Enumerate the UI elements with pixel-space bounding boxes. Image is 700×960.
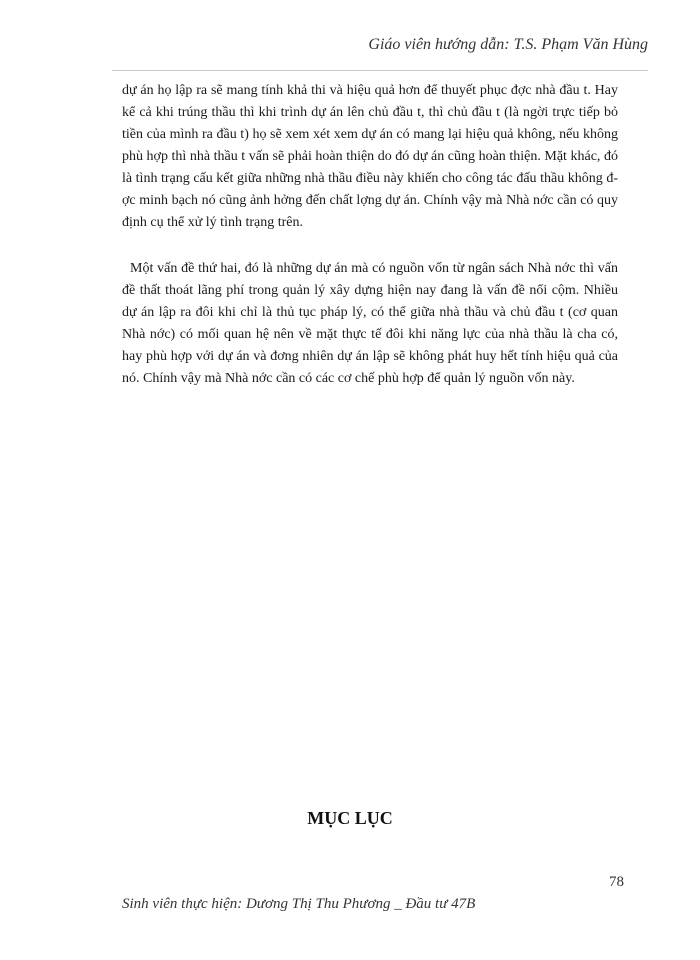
page-header: Giáo viên hướng dẫn: T.S. Phạm Văn Hùng (368, 36, 648, 53)
body-paragraph-2: Một vấn đề thứ hai, đó là những dự án mà có nguồn vốn từ ngân sách Nhà nớc thì vấn đề thất thoát lãng phí trong quản lý xây dựng hiện nay đang là vấn đề nổi cộm. Nhiều dự án lập ra đôi khi chỉ là thủ tục pháp lý, có thể giữa nhà thầu và chủ đầu t (cơ quan Nhà nớc) có mối quan hệ nên về mặt thực tế đôi khi năng lực của nhà thầu là cha có, hay phù hợp với dự án và đơng nhiên dự án lập sẽ không phát huy hết tính hiệu quả của nó. Chính vậy mà Nhà nớc cần có các cơ chế phù hợp để quản lý nguồn vốn này. (122, 261, 618, 386)
page-number: 78 (609, 874, 624, 890)
body-paragraph-1: dự án họ lập ra sẽ mang tính khả thi và hiệu quả hơn để thuyết phục đợc nhà đầu t. Hay kể cả khi trúng thầu thì khi trình dự án lên chủ đầu t, thì chủ đầu t (là ngời trực tiếp bỏ tiền của mình ra đầu t) họ sẽ xem xét xem dự án có mang lại hiệu quả không, nếu không phù hợp thì nhà thầu t vấn sẽ phải hoàn thiện do đó dự án cũng hoàn thiện. Mặt khác, đó là tình trạng cấu kết giữa những nhà thầu điều này khiến cho công tác đấu thầu không đợc minh bạch nó cũng ảnh hởng đến chất lợng dự án. Chính vậy mà Nhà nớc cần có quy định cụ thể xử lý tình trạng trên. (122, 83, 618, 230)
page-footer: Sinh viên thực hiện: Dương Thị Thu Phương _ Đầu tư 47B (122, 896, 476, 912)
header-divider (112, 70, 648, 71)
table-of-contents-heading: MỤC LỤC (307, 808, 393, 828)
